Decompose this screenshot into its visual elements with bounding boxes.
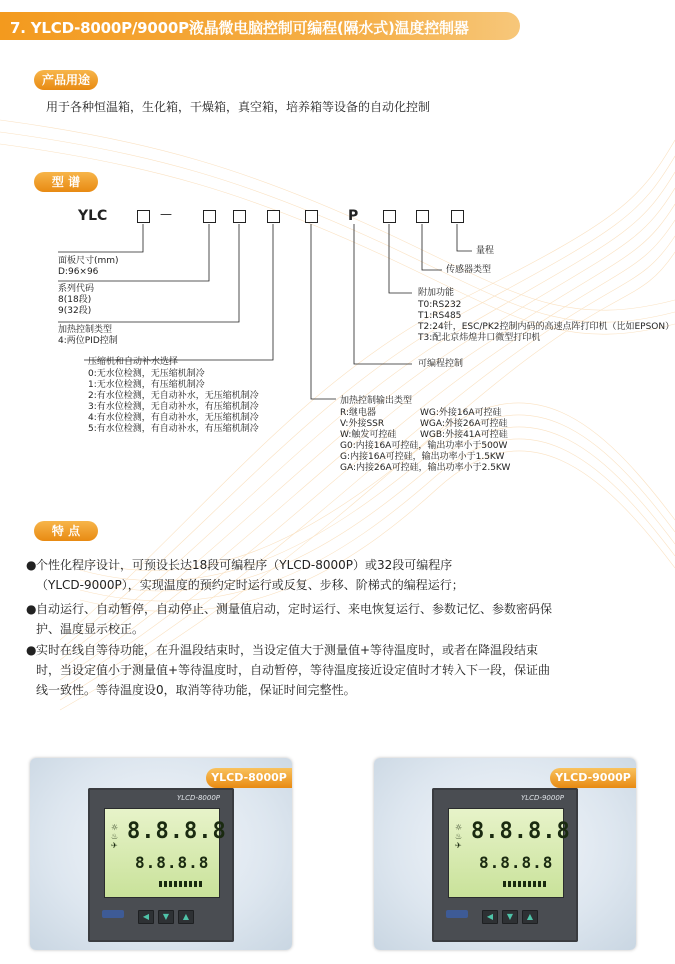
feature-1-line-1: 个性化程序设计，可预设长达18段可编程序（YLCD-8000P）或32段可编程序 bbox=[36, 558, 453, 572]
label-series-8: 8(18段) bbox=[58, 295, 92, 305]
key-shift-icon[interactable]: ◀ bbox=[138, 910, 154, 924]
label-addon-1: T1:RS485 bbox=[418, 311, 462, 321]
label-series-title: 系列代码 bbox=[58, 284, 95, 294]
label-output-v: V:外接SSR bbox=[340, 419, 385, 429]
device-model-label: YLCD-9000P bbox=[520, 794, 564, 802]
product-badge: YLCD-8000P bbox=[206, 768, 292, 788]
lcd-screen bbox=[104, 808, 227, 898]
lcd-progress-bars bbox=[503, 881, 547, 887]
label-addon-2: T2:24针，ESC/PK2控制内码的高速点阵打印机（比如EPSON） bbox=[418, 322, 675, 332]
feature-3-line-2: 时，当设定值小于测量值+等待温度时，自动暂停，等待温度接近设定值时才转入下一段，保证曲 bbox=[36, 663, 551, 677]
key-up-icon[interactable]: ▲ bbox=[522, 910, 538, 924]
label-compressor-0: 0:无水位检测，无压缩机制冷 bbox=[88, 369, 205, 379]
label-compressor-1: 1:无水位检测，有压缩机制冷 bbox=[88, 380, 205, 390]
features-heading: 特 点 bbox=[34, 521, 98, 541]
lcd-screen bbox=[448, 808, 571, 898]
product-badge: YLCD-9000P bbox=[550, 768, 636, 788]
brand-logo bbox=[446, 910, 468, 918]
product-photo-8000p bbox=[30, 758, 292, 950]
label-output-g: G:内接16A可控硅，输出功率小于1.5KW bbox=[340, 452, 505, 462]
label-addon-0: T0:RS232 bbox=[418, 300, 462, 310]
label-compressor-2: 2:有水位检测，无自动补水，无压缩机制冷 bbox=[88, 391, 259, 401]
label-output-title: 加热控制输出类型 bbox=[340, 396, 413, 406]
product-photo-9000p bbox=[374, 758, 636, 950]
feature-item-3 bbox=[26, 640, 551, 700]
label-output-wg: WG:外接16A可控硅 bbox=[420, 408, 502, 418]
key-up-icon[interactable]: ▲ bbox=[178, 910, 194, 924]
feature-3-line-3: 线一致性。等待温度设0，取消等待功能，保证时间完整性。 bbox=[36, 683, 356, 697]
lcd-progress-bars bbox=[159, 881, 203, 887]
label-compressor-5: 5:有水位检测，有自动补水，有压缩机制冷 bbox=[88, 424, 259, 434]
label-output-w: W:触发可控硅 bbox=[340, 430, 397, 440]
label-compressor-title: 压缩机和自动补水选择 bbox=[88, 357, 179, 367]
label-programmable: 可编程控制 bbox=[418, 359, 464, 369]
label-output-wgb: WGB:外接41A可控硅 bbox=[420, 430, 508, 440]
label-range: 量程 bbox=[476, 246, 495, 256]
code-dash: — bbox=[160, 207, 172, 221]
label-addon-3: T3:配北京炜煌井口微型打印机 bbox=[418, 333, 541, 343]
feature-1-line-2: （YLCD-9000P），实现温度的预约定时运行或反复、步移、阶梯式的编程运行； bbox=[36, 578, 464, 592]
bullet-icon: ● bbox=[26, 602, 37, 616]
device-model-label: YLCD-8000P bbox=[176, 794, 220, 802]
label-output-g0: G0:内接16A可控硅，输出功率小于500W bbox=[340, 441, 508, 451]
brand-logo bbox=[102, 910, 124, 918]
bullet-icon: ● bbox=[26, 643, 37, 657]
key-down-icon[interactable]: ▼ bbox=[158, 910, 174, 924]
lcd-reading-bottom: 8.8.8.8 bbox=[135, 853, 210, 872]
lcd-status-icons: ☼ ♨ ✈ bbox=[455, 823, 463, 850]
usage-text: 用于各种恒温箱，生化箱，干燥箱，真空箱，培养箱等设备的自动化控制 bbox=[46, 100, 431, 114]
model-heading: 型 谱 bbox=[34, 172, 98, 192]
key-shift-icon[interactable]: ◀ bbox=[482, 910, 498, 924]
bullet-icon: ● bbox=[26, 558, 37, 572]
feature-2-line-1: 自动运行、自动暂停，自动停止、测量值启动，定时运行、来电恢复运行、参数记忆、参数密码保 bbox=[36, 602, 553, 616]
label-output-wga: WGA:外接26A可控硅 bbox=[420, 419, 508, 429]
lcd-reading-top: 8.8.8.8 bbox=[471, 819, 571, 844]
lcd-reading-bottom: 8.8.8.8 bbox=[479, 853, 554, 872]
controller-device bbox=[88, 788, 234, 942]
label-sensor: 传感器类型 bbox=[446, 265, 492, 275]
feature-3-line-1: 实时在线自等待功能，在升温段结束时，当设定值大于测量值+等待温度时，或者在降温段结束 bbox=[36, 643, 539, 657]
page-title: 7. YLCD-8000P/9000P液晶微电脑控制可编程(隔水式)温度控制器 bbox=[10, 19, 469, 37]
controller-device bbox=[432, 788, 578, 942]
label-panel-value: D:96×96 bbox=[58, 267, 99, 277]
label-addon-title: 附加功能 bbox=[418, 288, 455, 298]
usage-heading: 产品用途 bbox=[34, 70, 98, 90]
label-panel-title: 面板尺寸(mm) bbox=[58, 256, 119, 266]
label-output-ga: GA:内接26A可控硅，输出功率小于2.5KW bbox=[340, 463, 511, 473]
feature-2-line-2: 护、温度显示校正。 bbox=[36, 622, 145, 636]
lcd-status-icons: ☼ ♨ ✈ bbox=[111, 823, 119, 850]
label-compressor-3: 3:有水位检测，无自动补水，有压缩机制冷 bbox=[88, 402, 259, 412]
label-output-r: R:继电器 bbox=[340, 408, 377, 418]
feature-item-2 bbox=[26, 599, 553, 639]
label-heating-title: 加热控制类型 bbox=[58, 325, 113, 335]
key-down-icon[interactable]: ▼ bbox=[502, 910, 518, 924]
label-heating-value: 4:两位PID控制 bbox=[58, 336, 118, 346]
label-compressor-4: 4:有水位检测，有自动补水，无压缩机制冷 bbox=[88, 413, 259, 423]
feature-item-1 bbox=[26, 555, 464, 595]
model-prefix: YLC bbox=[78, 208, 108, 224]
label-series-9: 9(32段) bbox=[58, 306, 92, 316]
lcd-reading-top: 8.8.8.8 bbox=[127, 819, 227, 844]
code-p-letter: P bbox=[348, 208, 359, 224]
